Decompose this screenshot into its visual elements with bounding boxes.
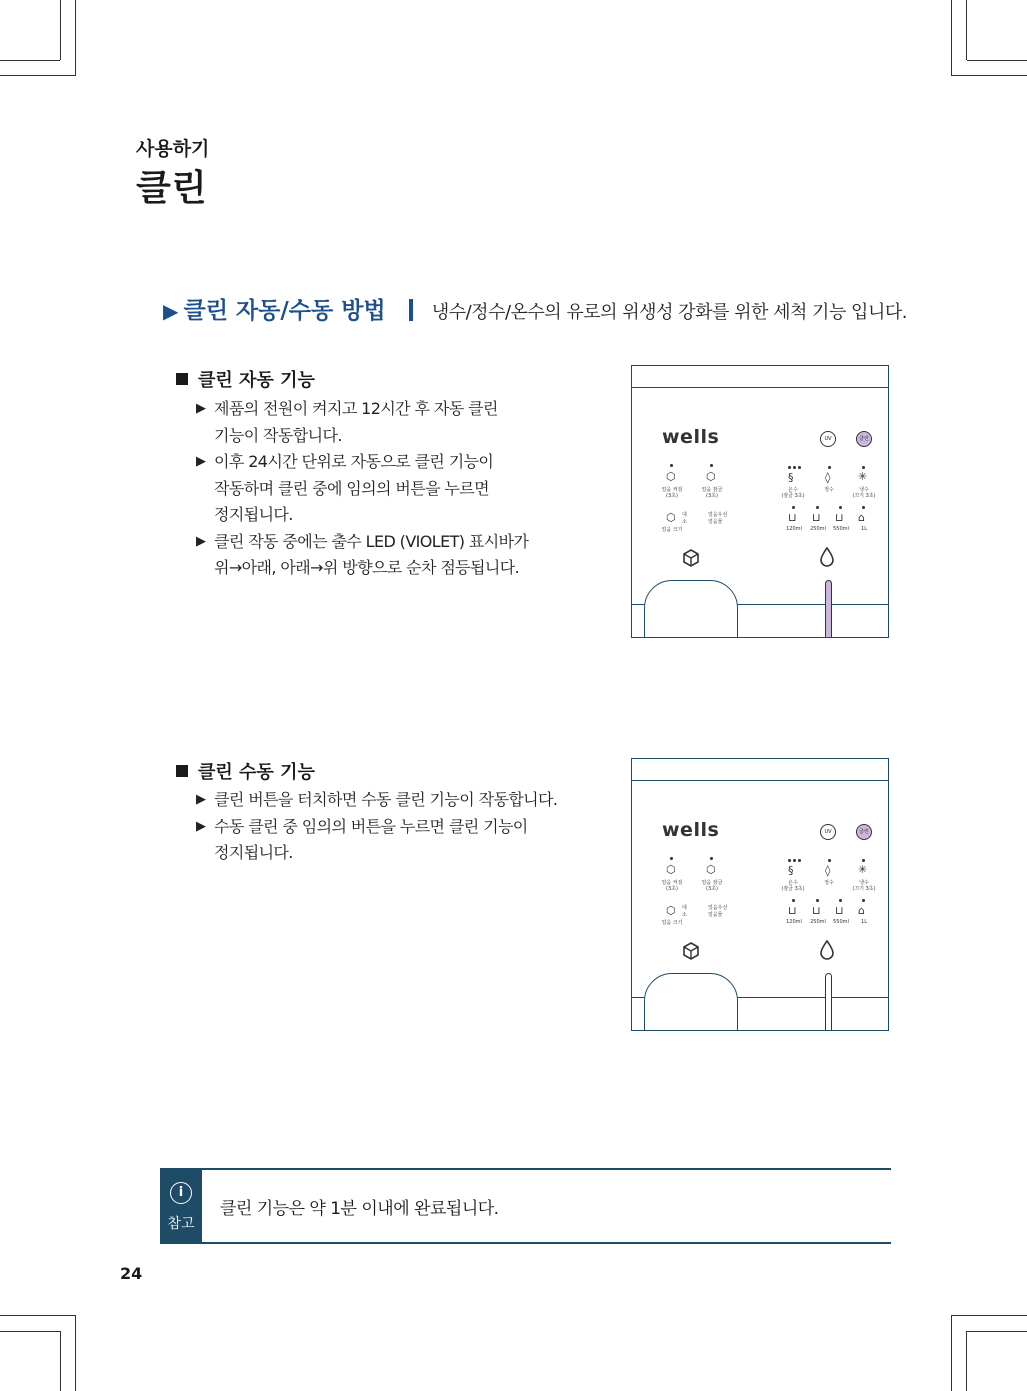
indicator-dot [788, 859, 791, 862]
lock-icon: ⬡ [706, 470, 716, 483]
triangle-bullet-icon: ▶ [196, 533, 206, 549]
cold-label: 냉수 [859, 880, 869, 886]
list-item-line: 정지됩니다. [214, 843, 293, 862]
list-item [196, 787, 596, 814]
uv-button: UV [820, 824, 836, 840]
cup2-label: 250ml [810, 919, 826, 925]
auto-clean-list [196, 396, 576, 582]
list-item [196, 396, 576, 449]
cold-sub: (끄기 3초) [852, 886, 876, 892]
cup3-label: 550ml [833, 919, 849, 925]
ice-on-label: 얼음 켜짐 [661, 487, 683, 493]
manual-clean-heading [176, 758, 315, 784]
hot-label: 온수 [788, 880, 798, 886]
ice-icon: ⬡ [666, 863, 676, 876]
indicator-dot [828, 466, 831, 469]
ice-size-label: 얼음 크기 [661, 527, 683, 533]
crop-mark [0, 1315, 76, 1316]
triangle-bullet-icon: ▶ [196, 818, 206, 834]
drop-icon: ◊ [825, 471, 831, 484]
pot-icon: ⌂ [858, 904, 865, 917]
ice-on-sub: (3초) [666, 493, 678, 499]
water-drop-icon [820, 547, 834, 567]
cup-large-icon: ⊔ [835, 511, 844, 524]
note-badge [160, 1170, 202, 1243]
indicator-dot [670, 464, 673, 467]
crop-mark [951, 75, 1027, 76]
indicator-dot [839, 506, 842, 509]
cup1-label: 120ml [786, 526, 802, 532]
cup1-label: 120ml [786, 919, 802, 925]
auto-clean-heading [176, 366, 315, 392]
list-item-line: 수동 클린 중 임의의 버튼을 누르면 클린 기능이 [214, 816, 528, 836]
ice-lock-sub: (3초) [706, 886, 718, 892]
steam-icon: § [788, 471, 794, 484]
water-drop-icon [820, 940, 834, 960]
crop-mark [75, 0, 76, 76]
list-item [196, 529, 576, 582]
note-bottom-rule [160, 1242, 891, 1244]
cold-label: 냉수 [859, 487, 869, 493]
wells-logo: wells [662, 426, 720, 448]
section-title: 클린 자동/수동 방법 [183, 298, 386, 324]
cup-medium-icon: ⊔ [812, 511, 821, 524]
list-item-line: 제품의 전원이 켜지고 12시간 후 자동 클린 [214, 399, 498, 418]
crop-mark [966, 0, 967, 60]
small-label: 소 [682, 912, 687, 918]
cold-sub: (끄기 3초) [852, 493, 876, 499]
list-item [196, 814, 596, 867]
crop-mark [60, 1331, 61, 1391]
ice-on-label: 얼음 켜짐 [661, 880, 683, 886]
note-label: 참고 [167, 1216, 195, 1232]
ice-size-icon: ⬡ [666, 511, 676, 524]
big-label: 대 [682, 512, 687, 518]
crop-mark [60, 0, 61, 60]
indicator-dot [862, 859, 865, 862]
crop-mark [967, 60, 1027, 61]
list-item-line: 이후 24시간 단위로 자동으로 클린 기능이 [214, 452, 494, 471]
crop-mark [951, 1315, 1027, 1316]
panel-top-line [632, 780, 888, 781]
list-item-line: 기능이 작동합니다. [214, 425, 342, 445]
triangle-bullet-icon: ▶ [196, 792, 206, 807]
cup4-label: 1L [861, 526, 867, 532]
indicator-dot [788, 466, 791, 469]
indicator-dot [798, 859, 801, 862]
cup-large-icon: ⊔ [835, 904, 844, 917]
clean-button: 클린 [856, 824, 872, 840]
lock-icon: ⬡ [706, 863, 716, 876]
note-text: 클린 기능은 약 1분 이내에 완료됩니다. [220, 1199, 499, 1219]
control-panel-illustration [631, 758, 889, 1031]
triangle-bullet-icon: ▶ [196, 401, 206, 416]
triangle-bullet-icon: ▶ [196, 454, 206, 469]
list-item-line: 위→아래, 아래→위 방향으로 순차 점등됩니다. [214, 558, 520, 577]
uv-button: UV [820, 431, 836, 447]
crop-mark [967, 1331, 1027, 1332]
cup-small-icon: ⊔ [788, 511, 797, 524]
crop-mark [951, 0, 952, 76]
crop-mark [0, 60, 60, 61]
ice-lock-label: 얼음 잠금 [701, 880, 723, 886]
indicator-dot [710, 857, 713, 860]
indicator-dot [862, 466, 865, 469]
list-item-line: 클린 작동 중에는 출수 LED (VIOLET) 표시바가 [214, 531, 529, 551]
indicator-dot [862, 899, 865, 902]
indicator-dot [793, 859, 796, 862]
page-number: 24 [120, 1264, 143, 1283]
small-label: 소 [682, 519, 687, 525]
square-bullet-icon [176, 765, 188, 777]
hot-sub: (잠금 3초) [781, 886, 805, 892]
ice-first-label: 얼음우선 [708, 512, 728, 518]
crop-mark [0, 1331, 60, 1332]
control-panel-illustration [631, 365, 889, 638]
info-icon: i [170, 1182, 192, 1204]
cup-medium-icon: ⊔ [812, 904, 821, 917]
indicator-dot [862, 506, 865, 509]
breadcrumb: 사용하기 [136, 138, 210, 160]
pot-icon: ⌂ [858, 511, 865, 524]
divider-bar [409, 299, 413, 321]
snowflake-icon: ✳ [858, 470, 868, 483]
steam-icon: § [788, 864, 794, 877]
ice-lock-sub: (3초) [706, 493, 718, 499]
indicator-dot [828, 859, 831, 862]
crop-mark [951, 1315, 952, 1391]
square-bullet-icon [176, 373, 188, 385]
crop-mark [75, 1315, 76, 1391]
ice-size-icon: ⬡ [666, 904, 676, 917]
manual-clean-list [196, 787, 596, 867]
indicator-dot [792, 899, 795, 902]
ice-lock-label: 얼음 잠금 [701, 487, 723, 493]
ice-first-label: 얼음우선 [708, 905, 728, 911]
pure-label: 정수 [824, 487, 834, 493]
ice-size-label: 얼음 크기 [661, 920, 683, 926]
indicator-dot [793, 466, 796, 469]
panel-top-line [632, 387, 888, 388]
list-item-line: 클린 버튼을 터치하면 수동 클린 기능이 작동합니다. [214, 790, 558, 809]
indicator-dot [839, 899, 842, 902]
indicator-dot [710, 464, 713, 467]
manual-clean-heading-text: 클린 수동 기능 [198, 762, 315, 783]
list-item-line: 정지됩니다. [214, 505, 293, 524]
pure-label: 정수 [824, 880, 834, 886]
hot-label: 온수 [788, 487, 798, 493]
section-description: 냉수/정수/온수의 유로의 위생성 강화를 위한 세척 기능 입니다. [431, 302, 907, 323]
cup3-label: 550ml [833, 526, 849, 532]
cup4-label: 1L [861, 919, 867, 925]
indicator-dot [670, 857, 673, 860]
ice-dispenser-outline [644, 973, 738, 1031]
indicator-dot [798, 466, 801, 469]
list-item [196, 449, 576, 529]
led-indicator-bar [825, 973, 832, 1031]
list-item-line: 작동하며 클린 중에 임의의 버튼을 누르면 [214, 478, 489, 498]
section-heading [163, 292, 907, 325]
ice-cube-icon [682, 549, 700, 567]
ice-water-label: 얼음물 [708, 519, 723, 525]
indicator-dot [816, 506, 819, 509]
crop-mark [0, 75, 76, 76]
ice-on-sub: (3초) [666, 886, 678, 892]
page-title: 클린 [136, 168, 208, 209]
auto-clean-heading-text: 클린 자동 기능 [198, 370, 315, 391]
big-label: 대 [682, 905, 687, 911]
note-top-rule [160, 1168, 891, 1170]
cup-small-icon: ⊔ [788, 904, 797, 917]
cup2-label: 250ml [810, 526, 826, 532]
hot-sub: (잠금 3초) [781, 493, 805, 499]
indicator-dot [792, 506, 795, 509]
snowflake-icon: ✳ [858, 863, 868, 876]
triangle-right-icon: ▶ [163, 299, 179, 323]
crop-mark [966, 1331, 967, 1391]
ice-dispenser-outline [644, 580, 738, 638]
ice-icon: ⬡ [666, 470, 676, 483]
led-indicator-bar [825, 580, 832, 638]
wells-logo: wells [662, 819, 720, 841]
ice-water-label: 얼음물 [708, 912, 723, 918]
indicator-dot [816, 899, 819, 902]
drop-icon: ◊ [825, 864, 831, 877]
ice-cube-icon [682, 942, 700, 960]
clean-button: 클린 [856, 431, 872, 447]
